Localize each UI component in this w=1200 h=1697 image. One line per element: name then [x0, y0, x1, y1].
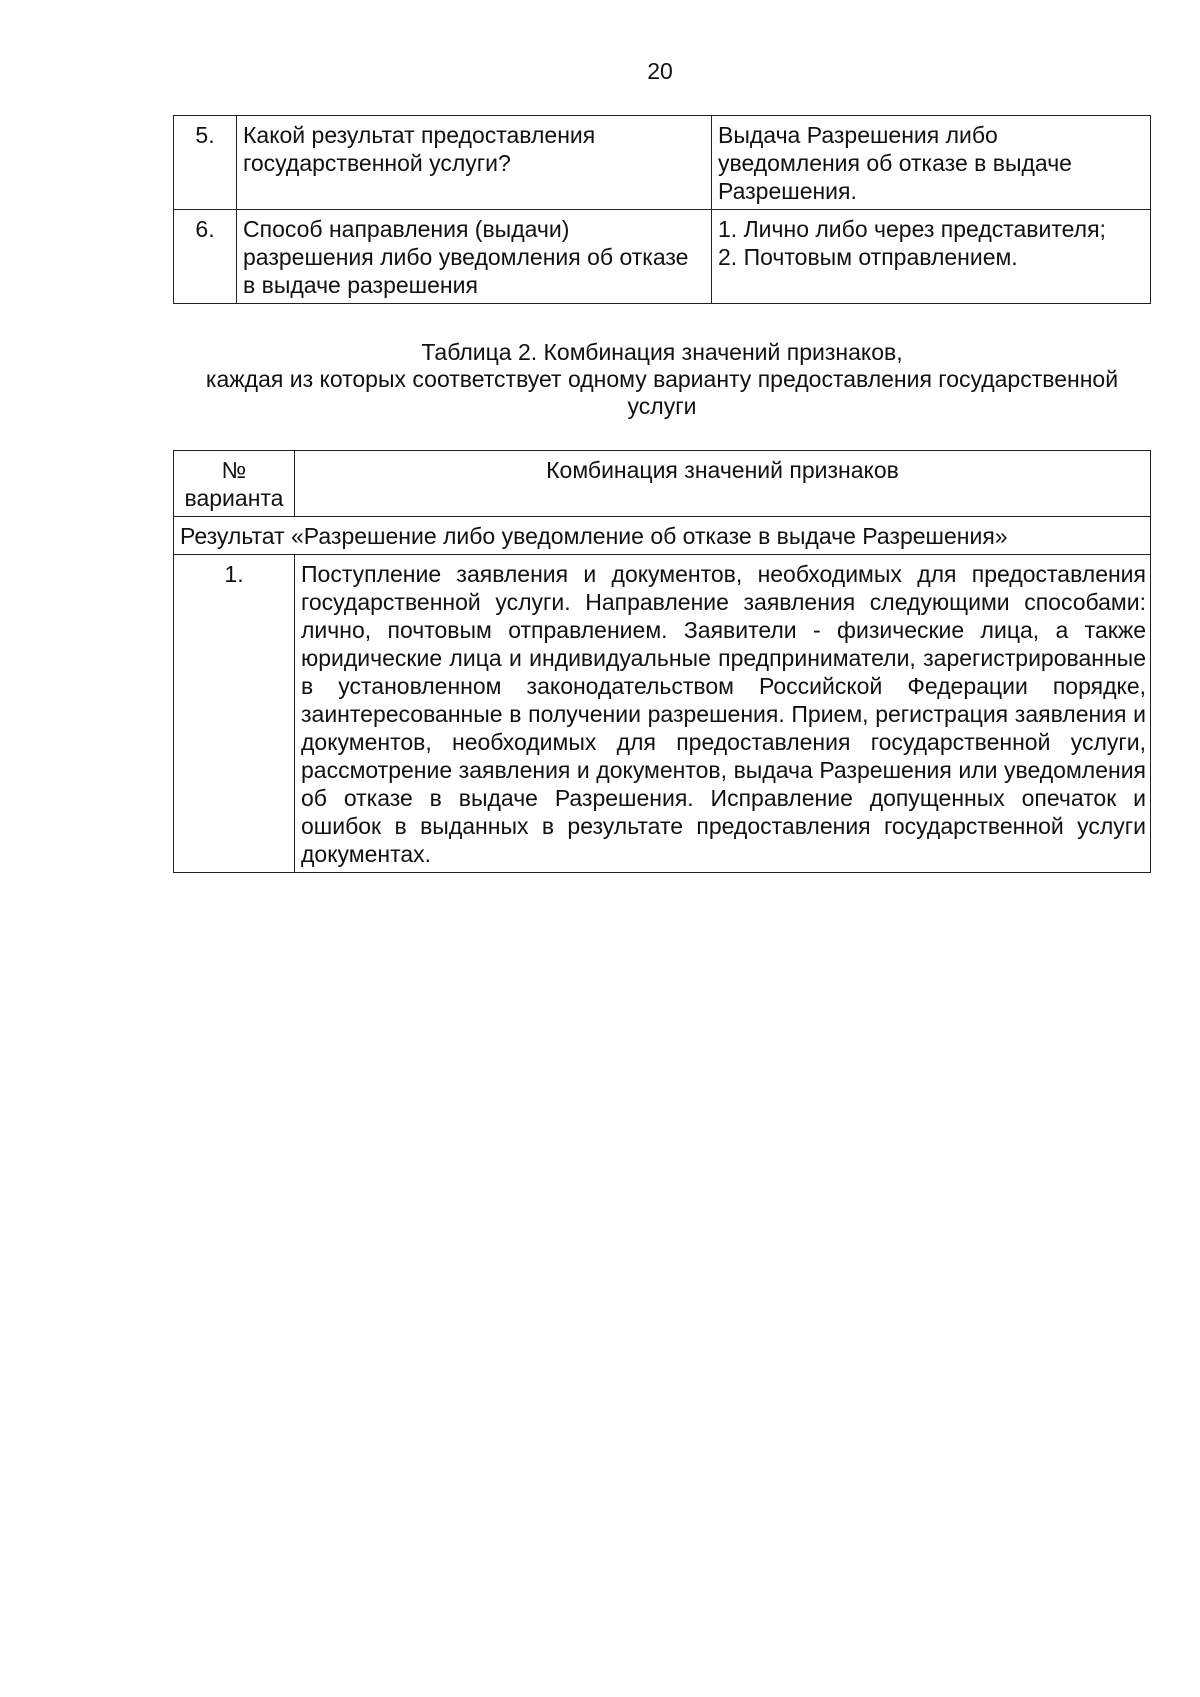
- row-answer: Выдача Разрешения либо уведомления об отказе в выдаче Разрешения.: [712, 116, 1151, 210]
- table-caption: [173, 339, 1151, 420]
- variant-number: 1.: [174, 555, 295, 873]
- row-number: 5.: [174, 116, 237, 210]
- header-combination: Комбинация значений признаков: [295, 451, 1151, 517]
- result-row: [174, 517, 1151, 555]
- answer-line: 1. Лично либо через представителя;: [718, 216, 1106, 242]
- variants-table: [173, 450, 1151, 873]
- caption-line-1: Таблица 2. Комбинация значений признаков,: [421, 339, 903, 365]
- variant-combination-text: Поступление заявления и документов, необходимых для предоставления государственной услуги. Направление заявления следующими способами: лично, почтовым отправлением. Заявители - физические лица, а также юридические лица и индивидуальные предприниматели, зарегистрированные в установленном законодательством Российской Федерации порядке, заинтересованные в получении разрешения. Прием, регистрация заявления и документов, необходимых для предоставления государственной услуги, рассмотрение заявления и документов, выдача Разрешения или уведомления об отказе в выдаче Разрешения. Исправление допущенных опечаток и ошибок в выданных в результате предоставления государственной услуги документах.: [295, 555, 1151, 873]
- table-header-row: [174, 451, 1151, 517]
- table-row: [174, 116, 1151, 210]
- table-row: [174, 555, 1151, 873]
- table-row: [174, 210, 1151, 304]
- page-number: 20: [647, 58, 673, 84]
- row-question: Способ направления (выдачи) разрешения либо уведомления об отказе в выдаче разрешения: [237, 210, 712, 304]
- row-answer: [712, 210, 1151, 304]
- service-info-table: [173, 115, 1151, 304]
- answer-line: 2. Почтовым отправлением.: [718, 244, 1018, 270]
- row-number: 6.: [174, 210, 237, 304]
- result-label: Результат «Разрешение либо уведомление об отказе в выдаче Разрешения»: [174, 517, 1151, 555]
- row-question: Какой результат предоставления государственной услуги?: [237, 116, 712, 210]
- header-variant-number: № варианта: [174, 451, 295, 517]
- caption-line-2: каждая из которых соответствует одному варианту предоставления государственной услуги: [205, 366, 1119, 419]
